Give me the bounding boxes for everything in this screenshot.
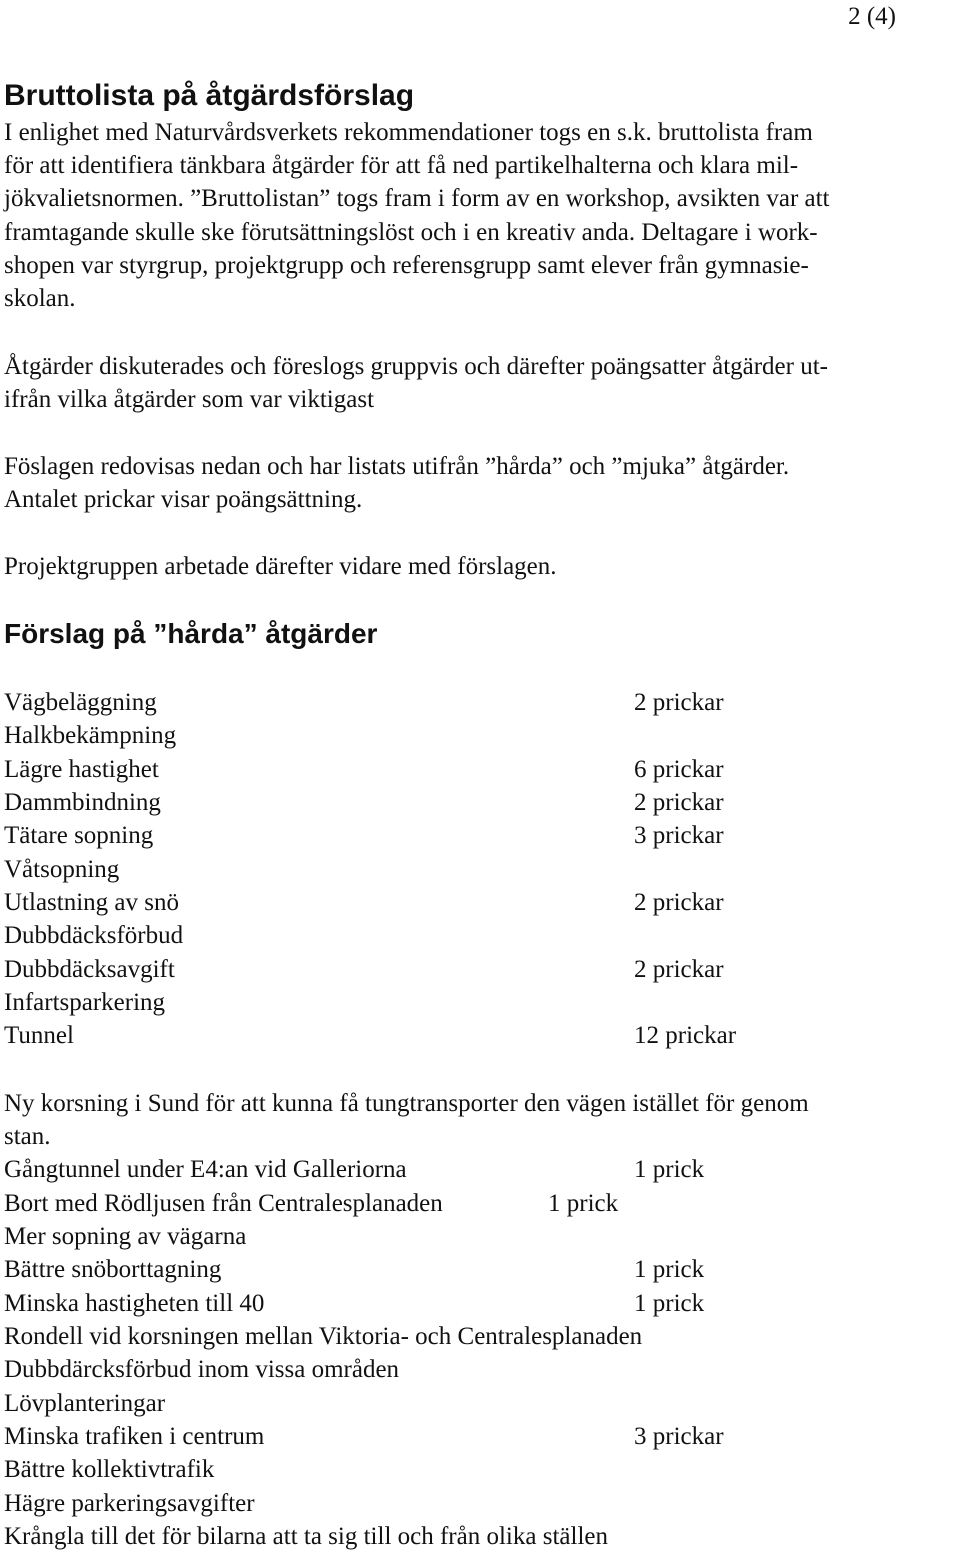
hard-list-item (4, 1019, 960, 1052)
points-value: 6 prickar (634, 756, 724, 783)
measure-label: Dubbdäcksavgift (4, 956, 175, 983)
hard-list-item (4, 819, 960, 852)
paragraph-line: Projektgruppen arbetade därefter vidare med förslagen. (4, 553, 557, 580)
list-item (4, 1220, 960, 1253)
measure-label: Dubbdärcksförbud inom vissa områden (4, 1356, 400, 1383)
measure-label: Dubbdäcksförbud (4, 922, 184, 949)
points-value: 2 prickar (634, 889, 724, 916)
list-item (4, 1353, 960, 1386)
points-value: 3 prickar (634, 1423, 724, 1450)
list-item (4, 1487, 960, 1520)
hard-list-item (4, 853, 960, 886)
points-value: 2 prickar (634, 789, 724, 816)
list-item (4, 1320, 960, 1353)
hard-list-item (4, 886, 960, 919)
measure-label: Lägre hastighet (4, 756, 159, 783)
hard-list-item (4, 719, 960, 752)
measure-label: Minska trafiken i centrum (4, 1423, 265, 1450)
hard-list-item (4, 786, 960, 819)
measure-label: Hägre parkeringsavgifter (4, 1490, 255, 1517)
points-value: 1 prick (634, 1290, 705, 1317)
measure-label: Tunnel (4, 1022, 74, 1049)
points-value: 2 prickar (634, 956, 724, 983)
paragraph-line: Åtgärder diskuterades och föreslogs gruppvis och därefter poängsatter åtgärder ut- (4, 353, 828, 380)
points-value: 1 prick (634, 1156, 705, 1183)
list-item (4, 1387, 960, 1420)
hard-list-item (4, 753, 960, 786)
measure-label: Dammbindning (4, 789, 161, 816)
intro-line: för att identifiera tänkbara åtgärder för att få ned partikelhalterna och klara mil- (4, 152, 799, 179)
intro-line: framtagande skulle ske förutsättningslöst och i en kreativ anda. Deltagare i work- (4, 219, 818, 246)
list-item (4, 1253, 960, 1286)
list-item (4, 1153, 960, 1186)
hard-list-item (4, 919, 960, 952)
points-value: 1 prick (634, 1256, 705, 1283)
points-value: 1 prick (548, 1190, 619, 1217)
hard-list-item (4, 986, 960, 1019)
intro-line: shopen var styrgrup, projektgrupp och referensgrupp samt elever från gymnasie- (4, 252, 809, 279)
list-item (4, 1420, 960, 1453)
measure-label: Krångla till det för bilarna att ta sig till och från olika ställen (4, 1523, 608, 1550)
list-item (4, 1187, 960, 1220)
measure-label: Tätare sopning (4, 822, 154, 849)
measure-label: Utlastning av snö (4, 889, 179, 916)
list-item (4, 1520, 960, 1553)
measure-label: Gångtunnel under E4:an vid Galleriorna (4, 1156, 407, 1183)
paragraph-line: Ny korsning i Sund för att kunna få tungtransporter den vägen istället för genom (4, 1090, 809, 1117)
intro-line: I enlighet med Naturvårdsverkets rekommendationer togs en s.k. bruttolista fram (4, 119, 813, 146)
list-item (4, 1287, 960, 1320)
points-value: 3 prickar (634, 822, 724, 849)
measure-label: Halkbekämpning (4, 722, 177, 749)
page-number: 2 (4) (848, 3, 896, 30)
paragraph-line: Antalet prickar visar poängsättning. (4, 486, 363, 513)
paragraph-line: stan. (4, 1123, 51, 1150)
measure-label: Bättre kollektivtrafik (4, 1456, 215, 1483)
document-title: Bruttolista på åtgärdsförslag (4, 79, 415, 112)
intro-line: skolan. (4, 285, 76, 312)
hard-list-item (4, 953, 960, 986)
intro-line: jökvalietsnormen. ”Bruttolistan” togs fram i form av en workshop, avsikten var att (4, 185, 830, 212)
paragraph-line: ifrån vilka åtgärder som var viktigast (4, 386, 375, 413)
list-item (4, 1453, 960, 1486)
measure-label: Rondell vid korsningen mellan Viktoria- och Centralesplanaden (4, 1323, 643, 1350)
measure-label: Vägbeläggning (4, 689, 157, 716)
measure-label: Våtsopning (4, 856, 120, 883)
points-value: 12 prickar (634, 1022, 737, 1049)
measure-label: Infartsparkering (4, 989, 166, 1016)
measure-label: Minska hastigheten till 40 (4, 1290, 265, 1317)
points-value: 2 prickar (634, 689, 724, 716)
hard-measures-heading: Förslag på ”hårda” åtgärder (4, 618, 378, 649)
hard-list-item (4, 686, 960, 719)
paragraph-line: Föslagen redovisas nedan och har listats utifrån ”hårda” och ”mjuka” åtgärder. (4, 453, 790, 480)
measure-label: Bort med Rödljusen från Centralesplanaden (4, 1190, 443, 1217)
measure-label: Mer sopning av vägarna (4, 1223, 247, 1250)
measure-label: Bättre snöborttagning (4, 1256, 222, 1283)
measure-label: Lövplanteringar (4, 1390, 166, 1417)
